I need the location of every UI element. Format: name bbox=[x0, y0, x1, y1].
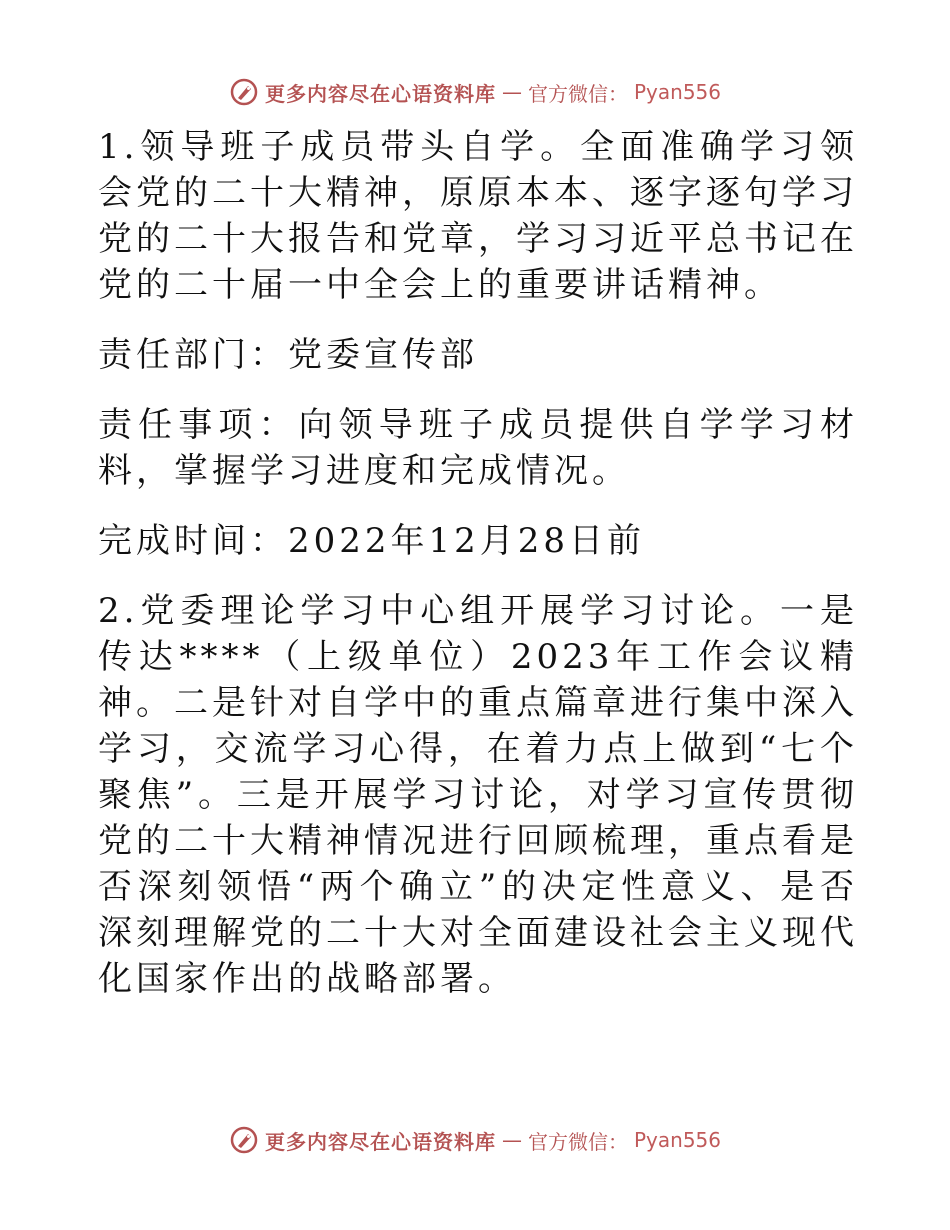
watermark-separator: — bbox=[501, 80, 522, 104]
paragraph-responsible-department: 责任部门：党委宣传部 bbox=[98, 335, 478, 375]
watermark-separator: — bbox=[501, 1128, 522, 1152]
document-body bbox=[98, 124, 858, 1002]
paragraph-completion-time: 完成时间：2022年12月28日前 bbox=[98, 521, 646, 561]
watermark-header bbox=[0, 72, 950, 112]
watermark-account-label: 官方微信： bbox=[527, 81, 628, 106]
watermark-account-label: 官方微信： bbox=[527, 1129, 628, 1154]
watermark-account: Pyan556 bbox=[633, 80, 721, 104]
pen-nib-circle-icon bbox=[229, 77, 259, 107]
watermark-footer bbox=[0, 1120, 950, 1160]
paragraph-responsibility-items: 责任事项：向领导班子成员提供自学学习材料，掌握学习进度和完成情况。 bbox=[98, 405, 858, 491]
watermark-account: Pyan556 bbox=[633, 1128, 721, 1152]
watermark-brand: 更多内容尽在心语资料库 bbox=[264, 1129, 496, 1154]
paragraph-item-1-self-study: 1.领导班子成员带头自学。全面准确学习领会党的二十大精神，原原本本、逐字逐句学习党的二十大报告和党章，学习习近平总书记在党的二十届一中全会上的重要讲话精神。 bbox=[98, 127, 858, 305]
watermark-brand: 更多内容尽在心语资料库 bbox=[264, 81, 496, 106]
pen-nib-circle-icon bbox=[229, 1125, 259, 1155]
paragraph-item-2-group-discussion: 2.党委理论学习中心组开展学习讨论。一是传达****（上级单位）2023年工作会议精神。二是针对自学中的重点篇章进行集中深入学习，交流学习心得，在着力点上做到“七个聚焦”。三是开展学习讨论，对学习宣传贯彻党的二十大精神情况进行回顾梳理，重点看是否深刻领悟“两个确立”的决定性意义、是否深刻理解党的二十大对全面建设社会主义现代化国家作出的战略部署。 bbox=[98, 591, 858, 999]
